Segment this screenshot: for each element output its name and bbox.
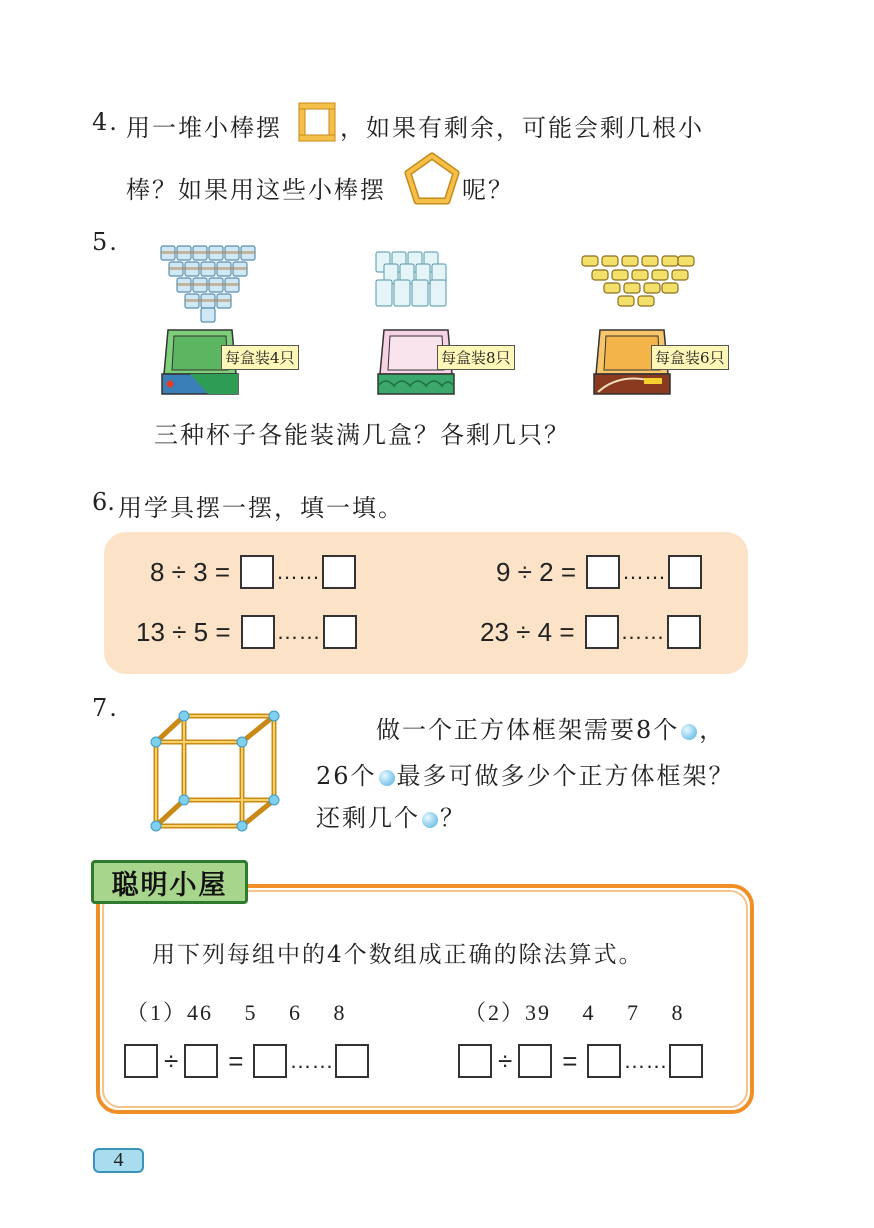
problem6-number: 6.: [92, 488, 115, 516]
equation-4: [480, 613, 701, 651]
box-3-label: 每盒装6只: [651, 345, 729, 370]
dots: ……: [620, 619, 665, 644]
equation-4-text: 23 ÷ 4 =: [480, 616, 575, 647]
remainder-box[interactable]: [323, 615, 357, 649]
dividend-box[interactable]: [458, 1044, 492, 1078]
page-number: 4: [93, 1148, 144, 1173]
problem6-prompt: 用学具摆一摆，填一填。: [118, 494, 404, 522]
clever-house-prompt: 用下列每组中的4个数组成正确的除法算式。: [152, 942, 644, 968]
answer-box[interactable]: [240, 555, 274, 589]
answer-box[interactable]: [586, 555, 620, 589]
divisor-box[interactable]: [518, 1044, 552, 1078]
problem4-line1-b: ，如果有剩余，可能会剩几根小: [340, 114, 704, 142]
equals-sign: =: [562, 1045, 578, 1076]
problem5-number: 5.: [92, 228, 119, 256]
remainder-box[interactable]: [668, 555, 702, 589]
problem7-line2-b: 最多可做多少个正方体框架？: [396, 762, 735, 790]
ball-icon: [681, 724, 697, 740]
remainder-box[interactable]: [322, 555, 356, 589]
equation-1-text: 8 ÷ 3 =: [150, 556, 231, 587]
dividend-box[interactable]: [124, 1044, 158, 1078]
dots: ……: [276, 559, 321, 584]
teacups-pile-image: [578, 252, 700, 312]
cube-frame-image: [146, 708, 286, 838]
remainder-box[interactable]: [669, 1044, 703, 1078]
divide-sign: ÷: [498, 1045, 513, 1076]
dots: ……: [289, 1048, 334, 1073]
dots: ……: [622, 559, 667, 584]
problem7-line3: [316, 798, 466, 833]
problem7-line1: [376, 710, 725, 745]
dots: ……: [276, 619, 321, 644]
group1-label: （1）46 5 6 8: [126, 1000, 347, 1025]
equation-1: [150, 553, 356, 591]
box-2-label: 每盒装8只: [437, 345, 515, 370]
quotient-box[interactable]: [253, 1044, 287, 1078]
quotient-box[interactable]: [587, 1044, 621, 1078]
answer-box[interactable]: [241, 615, 275, 649]
problem7-line2-a: 26个: [316, 762, 377, 790]
problem7-line3-b: ？: [440, 804, 466, 832]
remainder-box[interactable]: [667, 615, 701, 649]
group2-label: （2）39 4 7 8: [464, 1000, 685, 1025]
problem4-number: 4.: [92, 108, 119, 136]
equation-3: [136, 613, 357, 651]
clever-house-title: 聪明小屋: [91, 860, 248, 904]
problem7-line2: [316, 756, 735, 791]
glasses-pile-image: [374, 250, 454, 312]
group2-equation: [458, 1042, 703, 1080]
problem7-line3-a: 还剩几个: [316, 804, 420, 832]
box-1-label: 每盒装4只: [221, 345, 299, 370]
problem4-line2-b: 呢？: [462, 176, 514, 204]
problem7-line1-end: ，: [699, 716, 726, 744]
problem4-line2-a: 棒？如果用这些小棒摆: [126, 176, 386, 204]
equation-3-text: 13 ÷ 5 =: [136, 616, 231, 647]
divisor-box[interactable]: [184, 1044, 218, 1078]
equation-2-text: 9 ÷ 2 =: [496, 556, 577, 587]
problem7-number: 7.: [92, 694, 119, 722]
divide-sign: ÷: [164, 1045, 179, 1076]
ball-icon: [379, 770, 395, 786]
dots: ……: [623, 1048, 668, 1073]
pentagon-sticks-icon: [404, 152, 460, 210]
problem5-question: 三种杯子各能装满几盒？各剩几只？: [154, 421, 570, 449]
problem4-line1-a: 用一堆小棒摆: [126, 114, 282, 142]
ball-icon: [422, 812, 438, 828]
group1-equation: [124, 1042, 369, 1080]
remainder-box[interactable]: [335, 1044, 369, 1078]
mugs-pile-image: [158, 240, 264, 328]
equals-sign: =: [228, 1045, 244, 1076]
answer-box[interactable]: [585, 615, 619, 649]
equation-2: [496, 553, 702, 591]
square-sticks-icon: [296, 100, 338, 148]
problem7-line1-text: 做一个正方体框架需要8个: [376, 716, 680, 744]
